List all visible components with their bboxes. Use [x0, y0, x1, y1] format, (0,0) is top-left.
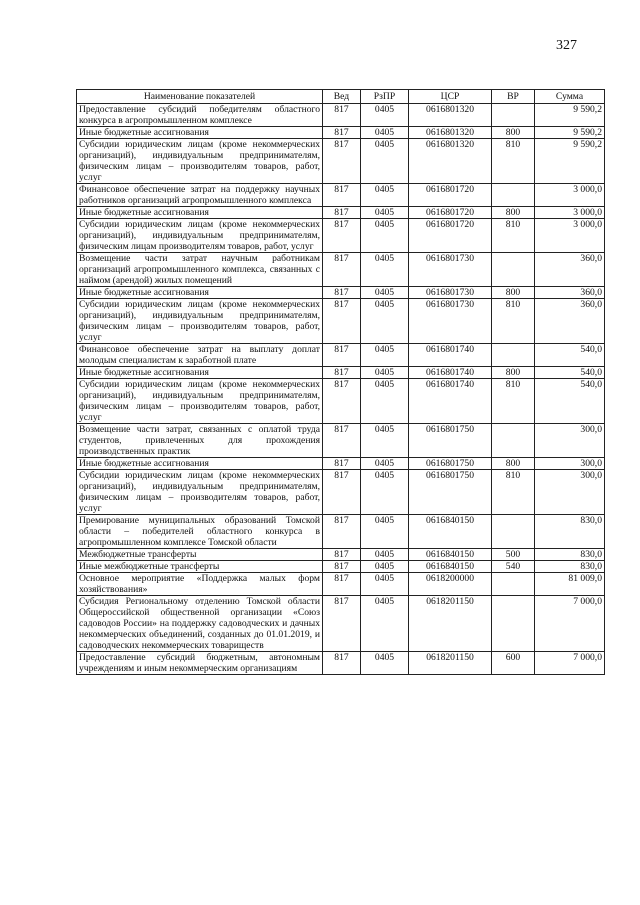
table-row	[77, 379, 605, 424]
row-name-cell: Межбюджетные трансферты	[77, 549, 323, 561]
row-ved-cell: 817	[323, 379, 361, 424]
row-name-cell: Иные бюджетные ассигнования	[77, 287, 323, 299]
row-rzpr-cell: 0405	[361, 287, 409, 299]
row-rzpr-cell: 0405	[361, 139, 409, 184]
row-rzpr-cell: 0405	[361, 515, 409, 549]
row-vr-cell	[492, 104, 535, 127]
row-sum-cell: 540,0	[535, 344, 605, 367]
row-csr-cell: 0616801720	[409, 207, 492, 219]
row-vr-cell: 810	[492, 379, 535, 424]
row-rzpr-cell: 0405	[361, 379, 409, 424]
row-sum-cell: 9 590,2	[535, 127, 605, 139]
row-ved-cell: 817	[323, 207, 361, 219]
table-body	[77, 104, 605, 675]
row-sum-cell: 360,0	[535, 299, 605, 344]
header-csr: ЦСР	[409, 90, 492, 104]
row-ved-cell: 817	[323, 458, 361, 470]
budget-table	[76, 89, 605, 675]
row-name-cell: Субсидии юридическим лицам (кроме некоммерческих организаций), индивидуальным предпринимателям, физическим лицам производителям товаров, работ, услуг	[77, 219, 323, 253]
row-csr-cell: 0616801320	[409, 139, 492, 184]
row-rzpr-cell: 0405	[361, 344, 409, 367]
header-ved: Вед	[323, 90, 361, 104]
row-name-cell: Иные бюджетные ассигнования	[77, 458, 323, 470]
row-sum-cell: 81 009,0	[535, 573, 605, 596]
page-number: 327	[556, 38, 577, 53]
row-csr-cell: 0616801720	[409, 184, 492, 207]
row-sum-cell: 9 590,2	[535, 139, 605, 184]
header-name: Наименование показателей	[77, 90, 323, 104]
table-row	[77, 596, 605, 652]
row-vr-cell	[492, 424, 535, 458]
row-name-cell: Иные бюджетные ассигнования	[77, 207, 323, 219]
row-ved-cell: 817	[323, 573, 361, 596]
row-csr-cell: 0616801750	[409, 424, 492, 458]
row-ved-cell: 817	[323, 127, 361, 139]
row-name-cell: Возмещение части затрат, связанных с оплатой труда студентов, привлеченных для прохождения производственных практик	[77, 424, 323, 458]
row-csr-cell: 0616801720	[409, 219, 492, 253]
row-vr-cell: 810	[492, 139, 535, 184]
row-ved-cell: 817	[323, 219, 361, 253]
table-row	[77, 344, 605, 367]
row-sum-cell: 830,0	[535, 515, 605, 549]
table-row	[77, 470, 605, 515]
row-csr-cell: 0616801730	[409, 287, 492, 299]
row-csr-cell: 0618200000	[409, 573, 492, 596]
row-sum-cell: 830,0	[535, 549, 605, 561]
row-vr-cell: 800	[492, 458, 535, 470]
row-csr-cell: 0618201150	[409, 652, 492, 675]
row-rzpr-cell: 0405	[361, 573, 409, 596]
row-name-cell: Иные межбюджетные трансферты	[77, 561, 323, 573]
row-name-cell: Иные бюджетные ассигнования	[77, 127, 323, 139]
row-csr-cell: 0616801730	[409, 299, 492, 344]
row-vr-cell: 800	[492, 287, 535, 299]
table-row	[77, 127, 605, 139]
row-rzpr-cell: 0405	[361, 253, 409, 287]
row-name-cell: Субсидии юридическим лицам (кроме некоммерческих организаций), индивидуальным предпринимателям, физическим лицам – производителям товаров, работ, услуг	[77, 139, 323, 184]
table-row	[77, 515, 605, 549]
row-ved-cell: 817	[323, 344, 361, 367]
row-sum-cell: 3 000,0	[535, 184, 605, 207]
row-rzpr-cell: 0405	[361, 652, 409, 675]
row-name-cell: Предоставление субсидий победителям областного конкурса в агропромышленном комплексе	[77, 104, 323, 127]
row-csr-cell: 0616801740	[409, 379, 492, 424]
row-sum-cell: 3 000,0	[535, 207, 605, 219]
table-row	[77, 287, 605, 299]
row-csr-cell: 0616840150	[409, 561, 492, 573]
row-vr-cell	[492, 596, 535, 652]
row-rzpr-cell: 0405	[361, 367, 409, 379]
table-row	[77, 139, 605, 184]
row-ved-cell: 817	[323, 424, 361, 458]
row-name-cell: Субсидия Региональному отделению Томской области Общероссийской общественной организации «Союз садоводов России» на поддержку садоводческих и дачных некоммерческих объединений, созданных до 01.01.2019, и садоводческих некоммерческих товариществ	[77, 596, 323, 652]
row-sum-cell: 540,0	[535, 367, 605, 379]
row-sum-cell: 360,0	[535, 253, 605, 287]
table-row	[77, 104, 605, 127]
row-sum-cell: 540,0	[535, 379, 605, 424]
row-name-cell: Финансовое обеспечение затрат на поддержку научных работников организаций агропромышленного комплекса	[77, 184, 323, 207]
row-name-cell: Финансовое обеспечение затрат на выплату доплат молодым специалистам к заработной плате	[77, 344, 323, 367]
row-ved-cell: 817	[323, 184, 361, 207]
row-name-cell: Субсидии юридическим лицам (кроме некоммерческих организаций), индивидуальным предпринимателям, физическим лицам – производителям товаров, работ, услуг	[77, 379, 323, 424]
table-row	[77, 561, 605, 573]
row-vr-cell	[492, 573, 535, 596]
table-row	[77, 424, 605, 458]
row-vr-cell: 600	[492, 652, 535, 675]
row-vr-cell	[492, 515, 535, 549]
row-vr-cell: 500	[492, 549, 535, 561]
row-vr-cell	[492, 253, 535, 287]
row-csr-cell: 0618201150	[409, 596, 492, 652]
row-sum-cell: 7 000,0	[535, 652, 605, 675]
row-rzpr-cell: 0405	[361, 104, 409, 127]
row-sum-cell: 9 590,2	[535, 104, 605, 127]
row-name-cell: Предоставление субсидий бюджетным, автономным учреждениям и иным некоммерческим организациям	[77, 652, 323, 675]
row-rzpr-cell: 0405	[361, 127, 409, 139]
header-sum: Сумма	[535, 90, 605, 104]
row-rzpr-cell: 0405	[361, 458, 409, 470]
row-sum-cell: 300,0	[535, 458, 605, 470]
row-name-cell: Основное мероприятие «Поддержка малых форм хозяйствования»	[77, 573, 323, 596]
row-ved-cell: 817	[323, 253, 361, 287]
row-vr-cell: 540	[492, 561, 535, 573]
row-ved-cell: 817	[323, 299, 361, 344]
header-rzpr: РзПР	[361, 90, 409, 104]
row-vr-cell: 810	[492, 470, 535, 515]
row-csr-cell: 0616801740	[409, 367, 492, 379]
table-row	[77, 207, 605, 219]
row-ved-cell: 817	[323, 287, 361, 299]
row-vr-cell: 800	[492, 367, 535, 379]
table-row	[77, 253, 605, 287]
row-csr-cell: 0616801320	[409, 127, 492, 139]
row-rzpr-cell: 0405	[361, 596, 409, 652]
row-sum-cell: 830,0	[535, 561, 605, 573]
row-ved-cell: 817	[323, 515, 361, 549]
row-vr-cell	[492, 344, 535, 367]
row-ved-cell: 817	[323, 367, 361, 379]
table-row	[77, 184, 605, 207]
row-csr-cell: 0616840150	[409, 549, 492, 561]
row-rzpr-cell: 0405	[361, 549, 409, 561]
table-row	[77, 549, 605, 561]
row-sum-cell: 300,0	[535, 424, 605, 458]
row-rzpr-cell: 0405	[361, 299, 409, 344]
row-ved-cell: 817	[323, 549, 361, 561]
table-row	[77, 299, 605, 344]
row-sum-cell: 3 000,0	[535, 219, 605, 253]
row-csr-cell: 0616801750	[409, 470, 492, 515]
table-row	[77, 652, 605, 675]
row-vr-cell: 800	[492, 207, 535, 219]
row-vr-cell: 810	[492, 219, 535, 253]
row-ved-cell: 817	[323, 652, 361, 675]
table-row	[77, 219, 605, 253]
row-name-cell: Субсидии юридическим лицам (кроме некоммерческих организаций), индивидуальным предпринимателям, физическим лицам – производителям товаров, работ, услуг	[77, 470, 323, 515]
row-csr-cell: 0616801740	[409, 344, 492, 367]
row-csr-cell: 0616801730	[409, 253, 492, 287]
row-ved-cell: 817	[323, 561, 361, 573]
row-name-cell: Премирование муниципальных образований Томской области – победителей областного конкурса в агропромышленном комплексе Томской области	[77, 515, 323, 549]
row-ved-cell: 817	[323, 470, 361, 515]
row-sum-cell: 360,0	[535, 287, 605, 299]
table-header-row	[77, 90, 605, 104]
row-name-cell: Иные бюджетные ассигнования	[77, 367, 323, 379]
row-ved-cell: 817	[323, 596, 361, 652]
row-vr-cell: 810	[492, 299, 535, 344]
row-rzpr-cell: 0405	[361, 561, 409, 573]
row-sum-cell: 7 000,0	[535, 596, 605, 652]
row-sum-cell: 300,0	[535, 470, 605, 515]
row-csr-cell: 0616840150	[409, 515, 492, 549]
row-name-cell: Возмещение части затрат научным работникам организаций агропромышленного комплекса, связанных с наймом (арендой) жилых помещений	[77, 253, 323, 287]
row-vr-cell: 800	[492, 127, 535, 139]
table-row	[77, 367, 605, 379]
row-rzpr-cell: 0405	[361, 219, 409, 253]
row-csr-cell: 0616801750	[409, 458, 492, 470]
table-row	[77, 573, 605, 596]
row-rzpr-cell: 0405	[361, 470, 409, 515]
row-rzpr-cell: 0405	[361, 184, 409, 207]
row-csr-cell: 0616801320	[409, 104, 492, 127]
table-row	[77, 458, 605, 470]
header-vr: ВР	[492, 90, 535, 104]
row-rzpr-cell: 0405	[361, 424, 409, 458]
row-vr-cell	[492, 184, 535, 207]
row-name-cell: Субсидии юридическим лицам (кроме некоммерческих организаций), индивидуальным предпринимателям, физическим лицам – производителям товаров, работ, услуг	[77, 299, 323, 344]
row-ved-cell: 817	[323, 104, 361, 127]
row-ved-cell: 817	[323, 139, 361, 184]
row-rzpr-cell: 0405	[361, 207, 409, 219]
